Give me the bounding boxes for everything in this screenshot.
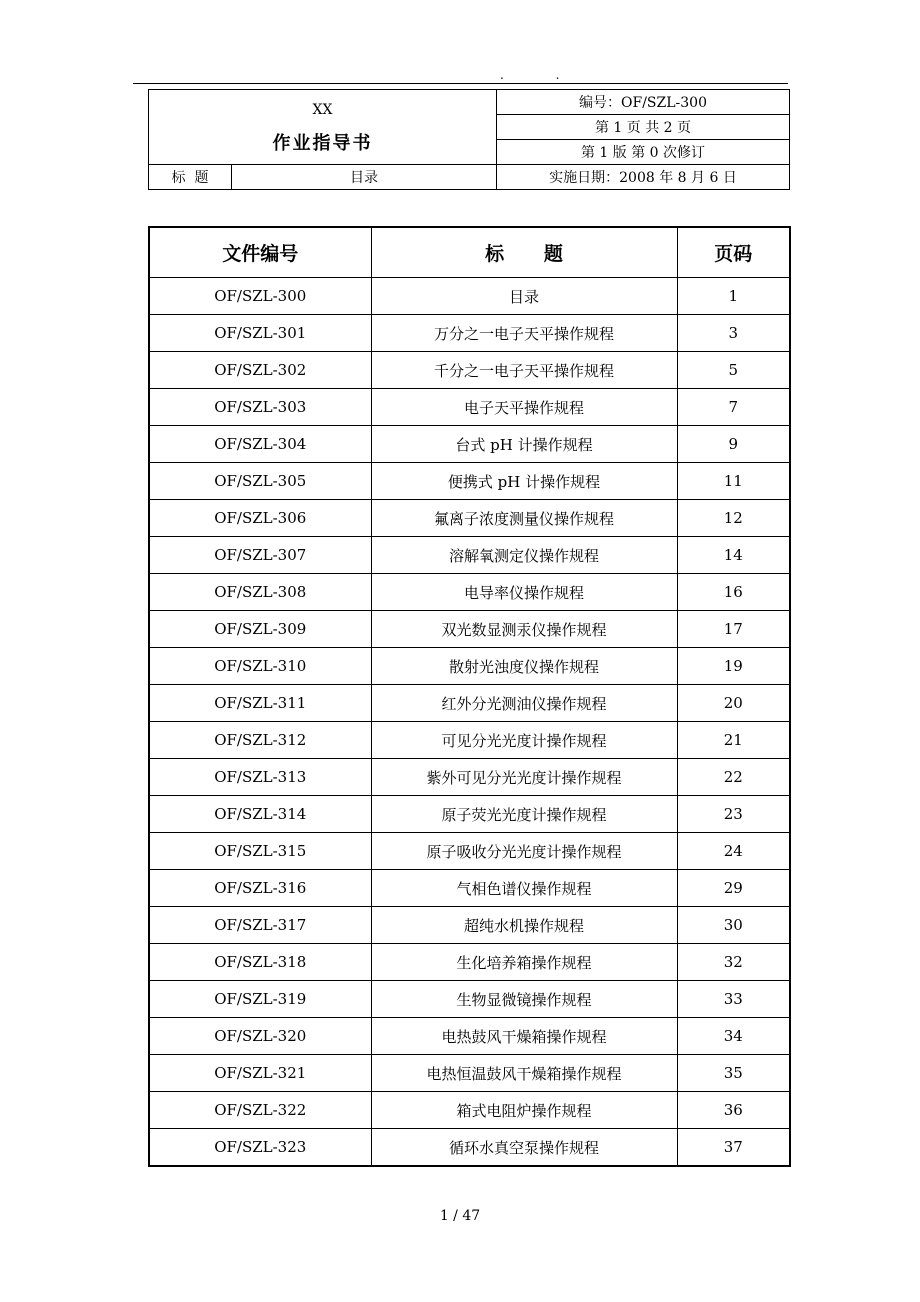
table-row	[149, 722, 790, 759]
row-code: OF/SZL-303	[149, 389, 371, 426]
table-row	[149, 1018, 790, 1055]
header-marks: . .	[500, 68, 584, 82]
row-page: 1	[677, 278, 790, 315]
row-title: 紫外可见分光光度计操作规程	[371, 759, 677, 796]
table-row	[149, 1129, 790, 1167]
row-code: OF/SZL-305	[149, 463, 371, 500]
row-code: OF/SZL-322	[149, 1092, 371, 1129]
table-header-row	[149, 227, 790, 278]
row-page: 19	[677, 648, 790, 685]
table-row	[149, 463, 790, 500]
row-page: 34	[677, 1018, 790, 1055]
row-title: 散射光浊度仪操作规程	[371, 648, 677, 685]
row-code: OF/SZL-315	[149, 833, 371, 870]
row-page: 20	[677, 685, 790, 722]
row-page: 12	[677, 500, 790, 537]
row-title: 气相色谱仪操作规程	[371, 870, 677, 907]
table-row	[149, 1055, 790, 1092]
table-row	[149, 796, 790, 833]
row-title: 氟离子浓度测量仪操作规程	[371, 500, 677, 537]
table-row	[149, 426, 790, 463]
page-number: 1 / 47	[439, 1208, 481, 1224]
row-code: OF/SZL-302	[149, 352, 371, 389]
row-page: 32	[677, 944, 790, 981]
row-title: 便携式 pH 计操作规程	[371, 463, 677, 500]
table-row	[149, 278, 790, 315]
document-header-table	[148, 89, 790, 190]
row-page: 33	[677, 981, 790, 1018]
row-code: OF/SZL-314	[149, 796, 371, 833]
row-page: 36	[677, 1092, 790, 1129]
row-title: 电导率仪操作规程	[371, 574, 677, 611]
effective-date: 实施日期：2008 年 8 月 6 日	[497, 165, 790, 190]
row-title: 红外分光测油仪操作规程	[371, 685, 677, 722]
title-value: 目录	[232, 165, 497, 190]
row-page: 29	[677, 870, 790, 907]
table-row	[149, 944, 790, 981]
row-page: 30	[677, 907, 790, 944]
page-info: 第 1 页 共 2 页	[497, 115, 790, 140]
row-code: OF/SZL-304	[149, 426, 371, 463]
row-code: OF/SZL-306	[149, 500, 371, 537]
row-page: 5	[677, 352, 790, 389]
row-title: 溶解氧测定仪操作规程	[371, 537, 677, 574]
table-row	[149, 759, 790, 796]
row-title: 箱式电阻炉操作规程	[371, 1092, 677, 1129]
row-code: OF/SZL-301	[149, 315, 371, 352]
table-row	[149, 574, 790, 611]
table-row	[149, 981, 790, 1018]
row-code: OF/SZL-313	[149, 759, 371, 796]
column-header-code: 文件编号	[149, 227, 371, 278]
column-header-title: 标 题	[371, 227, 677, 278]
row-title: 生化培养箱操作规程	[371, 944, 677, 981]
column-header-page: 页码	[677, 227, 790, 278]
row-page: 3	[677, 315, 790, 352]
row-code: OF/SZL-300	[149, 278, 371, 315]
row-page: 14	[677, 537, 790, 574]
table-row	[149, 1092, 790, 1129]
row-title: 电热鼓风干燥箱操作规程	[371, 1018, 677, 1055]
table-of-contents	[148, 226, 791, 1167]
row-page: 7	[677, 389, 790, 426]
row-code: OF/SZL-318	[149, 944, 371, 981]
row-title: 双光数显测汞仪操作规程	[371, 611, 677, 648]
table-row	[149, 352, 790, 389]
row-page: 16	[677, 574, 790, 611]
row-title: 生物显微镜操作规程	[371, 981, 677, 1018]
row-code: OF/SZL-311	[149, 685, 371, 722]
row-code: OF/SZL-307	[149, 537, 371, 574]
row-page: 11	[677, 463, 790, 500]
row-title: 电子天平操作规程	[371, 389, 677, 426]
row-title: 原子荧光光度计操作规程	[371, 796, 677, 833]
row-page: 23	[677, 796, 790, 833]
table-row	[149, 648, 790, 685]
table-row	[149, 870, 790, 907]
row-page: 17	[677, 611, 790, 648]
row-code: OF/SZL-310	[149, 648, 371, 685]
document-number: 编号：OF/SZL-300	[497, 90, 790, 115]
row-page: 21	[677, 722, 790, 759]
version-info: 第 1 版 第 0 次修订	[497, 140, 790, 165]
row-title: 千分之一电子天平操作规程	[371, 352, 677, 389]
header-title-cell	[149, 90, 497, 165]
row-code: OF/SZL-317	[149, 907, 371, 944]
table-row	[149, 389, 790, 426]
row-code: OF/SZL-319	[149, 981, 371, 1018]
row-title: 可见分光光度计操作规程	[371, 722, 677, 759]
table-row	[149, 833, 790, 870]
row-title: 电热恒温鼓风干燥箱操作规程	[371, 1055, 677, 1092]
row-title: 目录	[371, 278, 677, 315]
row-title: 万分之一电子天平操作规程	[371, 315, 677, 352]
row-code: OF/SZL-309	[149, 611, 371, 648]
table-row	[149, 685, 790, 722]
table-row	[149, 500, 790, 537]
row-title: 超纯水机操作规程	[371, 907, 677, 944]
row-code: OF/SZL-320	[149, 1018, 371, 1055]
row-title: 台式 pH 计操作规程	[371, 426, 677, 463]
row-page: 35	[677, 1055, 790, 1092]
row-code: OF/SZL-321	[149, 1055, 371, 1092]
row-page: 22	[677, 759, 790, 796]
row-title: 原子吸收分光光度计操作规程	[371, 833, 677, 870]
row-page: 24	[677, 833, 790, 870]
title-label: 标 题	[149, 165, 232, 190]
row-page: 37	[677, 1129, 790, 1167]
table-row	[149, 907, 790, 944]
row-code: OF/SZL-312	[149, 722, 371, 759]
row-code: OF/SZL-308	[149, 574, 371, 611]
document-name: 作业指导书	[272, 133, 373, 154]
top-rule	[133, 83, 788, 84]
company-name: XX	[312, 102, 333, 118]
row-page: 9	[677, 426, 790, 463]
row-code: OF/SZL-316	[149, 870, 371, 907]
table-row	[149, 537, 790, 574]
table-row	[149, 611, 790, 648]
row-code: OF/SZL-323	[149, 1129, 371, 1167]
row-title: 循环水真空泵操作规程	[371, 1129, 677, 1167]
table-row	[149, 315, 790, 352]
